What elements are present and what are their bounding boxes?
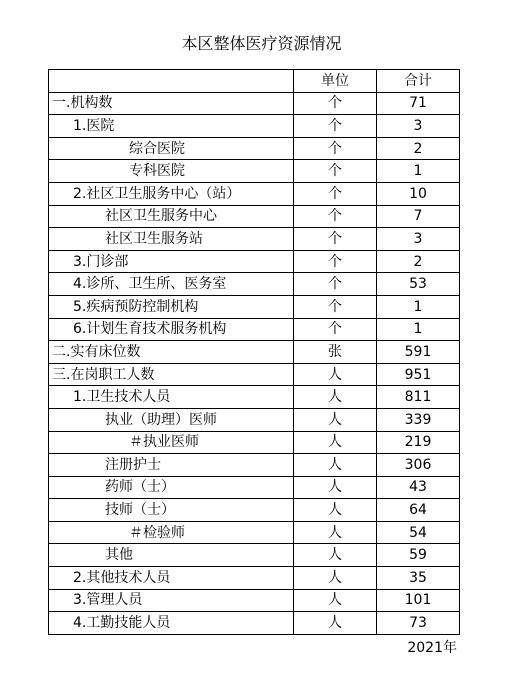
row-name: 3.门诊部 [49, 250, 294, 273]
row-name: 一.机构数 [49, 92, 294, 115]
row-total: 54 [377, 521, 460, 544]
row-unit: 人 [294, 544, 377, 567]
row-total: 3 [377, 228, 460, 251]
page-title: 本区整体医疗资源情况 [181, 34, 342, 53]
row-unit: 个 [294, 137, 377, 160]
table-row [49, 228, 460, 251]
row-total: 219 [377, 431, 460, 454]
table-row [49, 341, 460, 364]
row-total: 64 [377, 499, 460, 522]
row-unit: 人 [294, 363, 377, 386]
row-unit: 个 [294, 115, 377, 138]
row-total: 339 [377, 408, 460, 431]
table-row [49, 205, 460, 228]
table-row [49, 567, 460, 590]
row-name: 1.医院 [49, 115, 294, 138]
table-row [49, 92, 460, 115]
year-note: 2021年 [407, 640, 457, 656]
row-unit: 个 [294, 273, 377, 296]
row-total: 59 [377, 544, 460, 567]
row-name: 6.计划生育技术服务机构 [49, 318, 294, 341]
row-unit: 人 [294, 521, 377, 544]
row-unit: 人 [294, 431, 377, 454]
table-row [49, 115, 460, 138]
row-total: 53 [377, 273, 460, 296]
table-row [49, 250, 460, 273]
header-unit: 单位 [294, 70, 377, 93]
table-row [49, 318, 460, 341]
row-name: 4.工勤技能人员 [49, 612, 294, 635]
table-row [49, 499, 460, 522]
row-total: 951 [377, 363, 460, 386]
row-name: 三.在岗职工人数 [49, 363, 294, 386]
row-name: 执业（助理）医师 [49, 408, 294, 431]
row-name: 专科医院 [49, 160, 294, 183]
table-row [49, 182, 460, 205]
row-unit: 个 [294, 228, 377, 251]
row-total: 43 [377, 476, 460, 499]
table-row [49, 544, 460, 567]
table-row [49, 476, 460, 499]
row-unit: 人 [294, 499, 377, 522]
row-name: 3.管理人员 [49, 589, 294, 612]
row-total: 101 [377, 589, 460, 612]
row-total: 71 [377, 92, 460, 115]
row-name: 社区卫生服务中心 [49, 205, 294, 228]
table-row [49, 431, 460, 454]
row-name: 综合医院 [49, 137, 294, 160]
table-row [49, 137, 460, 160]
row-unit: 人 [294, 612, 377, 635]
table-row [49, 363, 460, 386]
row-name: ＃检验师 [49, 521, 294, 544]
row-total: 306 [377, 454, 460, 477]
row-name: 1.卫生技术人员 [49, 386, 294, 409]
resource-table [48, 69, 460, 635]
row-unit: 人 [294, 589, 377, 612]
row-total: 3 [377, 115, 460, 138]
row-name: 4.诊所、卫生所、医务室 [49, 273, 294, 296]
table-row [49, 408, 460, 431]
row-total: 2 [377, 250, 460, 273]
row-name: 技师（士） [49, 499, 294, 522]
row-total: 591 [377, 341, 460, 364]
row-unit: 个 [294, 250, 377, 273]
table-body [49, 92, 460, 634]
table-row [49, 386, 460, 409]
row-unit: 个 [294, 205, 377, 228]
row-name: 2.社区卫生服务中心（站） [49, 182, 294, 205]
row-unit: 人 [294, 567, 377, 590]
row-name: ＃执业医师 [49, 431, 294, 454]
row-total: 1 [377, 318, 460, 341]
table-row [49, 612, 460, 635]
row-unit: 人 [294, 476, 377, 499]
row-name: 二.实有床位数 [49, 341, 294, 364]
row-total: 73 [377, 612, 460, 635]
row-unit: 人 [294, 408, 377, 431]
row-total: 7 [377, 205, 460, 228]
table-row [49, 454, 460, 477]
row-unit: 人 [294, 454, 377, 477]
row-unit: 个 [294, 182, 377, 205]
header-item [49, 70, 294, 93]
row-unit: 个 [294, 318, 377, 341]
table-row [49, 273, 460, 296]
row-name: 社区卫生服务站 [49, 228, 294, 251]
row-unit: 个 [294, 92, 377, 115]
table-header-row [49, 70, 460, 93]
row-unit: 个 [294, 160, 377, 183]
row-total: 811 [377, 386, 460, 409]
row-unit: 张 [294, 341, 377, 364]
row-name: 其他 [49, 544, 294, 567]
row-total: 1 [377, 295, 460, 318]
row-total: 2 [377, 137, 460, 160]
row-name: 注册护士 [49, 454, 294, 477]
table-row [49, 295, 460, 318]
row-unit: 人 [294, 386, 377, 409]
row-total: 1 [377, 160, 460, 183]
table-row [49, 160, 460, 183]
row-total: 35 [377, 567, 460, 590]
header-total: 合计 [377, 70, 460, 93]
row-name: 2.其他技术人员 [49, 567, 294, 590]
row-name: 药师（士） [49, 476, 294, 499]
row-total: 10 [377, 182, 460, 205]
table-row [49, 521, 460, 544]
table-row [49, 589, 460, 612]
row-name: 5.疾病预防控制机构 [49, 295, 294, 318]
row-unit: 个 [294, 295, 377, 318]
